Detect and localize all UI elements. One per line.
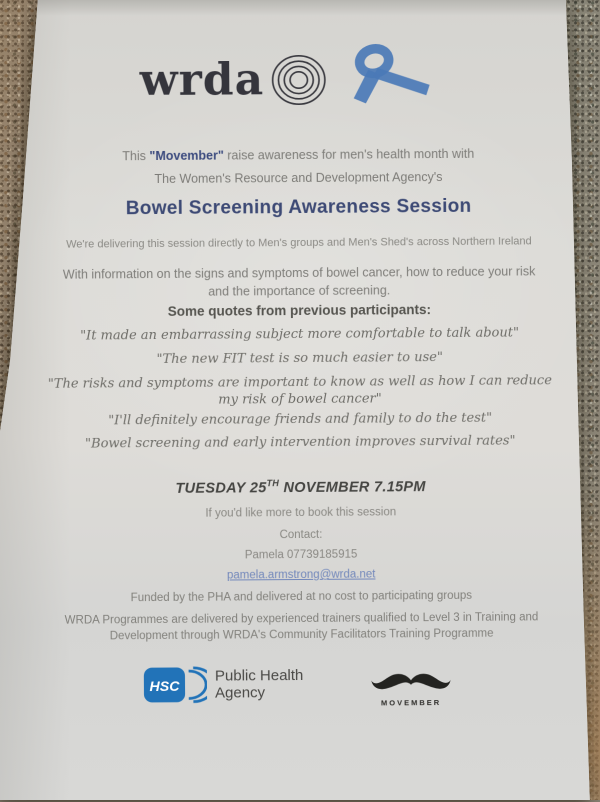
intro-line-2: The Women's Resource and Development Agency's	[154, 170, 443, 187]
intro-line-1	[0, 146, 598, 164]
hsc-icon	[143, 663, 207, 707]
session-date	[1, 476, 600, 498]
movember-logo	[368, 671, 454, 708]
date-pre: TUESDAY 25	[175, 480, 267, 497]
hsc-public-health-agency-logo	[143, 662, 304, 707]
contact-label: Contact:	[279, 528, 323, 542]
movember-highlight: "Movember"	[149, 148, 224, 164]
funding-line: Funded by the PHA and delivered at no cost to participating groups	[130, 589, 473, 605]
programmes-line-1: WRDA Programmes are delivered by experienced trainers qualified to Level 3 in Training and	[64, 611, 539, 627]
participant-quote: "I'll definitely encourage friends and family to do the test"	[108, 410, 493, 429]
booking-line: If you'd like more to book this session	[205, 506, 397, 520]
contact-name-phone: Pamela 07739185915	[244, 548, 358, 562]
hsc-agency-name	[215, 667, 304, 702]
participant-quote	[0, 372, 600, 410]
participant-quote-text: "The risks and symptoms are important to know as well as how I can reduce my risk of bowel cancer"	[47, 373, 552, 408]
contact-email-link[interactable]: pamela.armstrong@wrda.net	[226, 568, 376, 582]
wrda-logo	[140, 52, 329, 109]
wrda-concentric-circles-icon	[270, 52, 328, 108]
contact-email-line	[1, 567, 600, 583]
quotes-heading: Some quotes from previous participants:	[167, 302, 432, 319]
participant-quote: "The new FIT test is so much easier to use"	[156, 350, 443, 368]
date-ordinal: TH	[266, 478, 280, 489]
info-line-2: and the importance of screening.	[208, 283, 391, 299]
blue-awareness-ribbon-icon	[339, 41, 435, 114]
mustache-icon	[370, 671, 452, 693]
delivery-line: We're delivering this session directly to Men's groups and Men's Shed's across Northern Ireland	[66, 235, 532, 251]
info-line-1: With information on the signs and symptoms of bowel cancer, how to reduce your risk	[62, 264, 536, 282]
wrda-wordmark: wrda	[139, 54, 265, 107]
svg-text:HSC: HSC	[149, 678, 180, 696]
date-post: NOVEMBER 7.15PM	[279, 478, 426, 496]
hsc-name-line-2: Agency	[214, 684, 266, 702]
participant-quote: "Bowel screening and early intervention improves survival rates"	[85, 433, 516, 452]
programmes-line-2: Development through WRDA's Community Facilitators Training Programme	[109, 627, 494, 643]
movember-wordmark: MOVEMBER	[380, 698, 442, 708]
page-title: Bowel Screening Awareness Session	[125, 195, 472, 220]
intro-post: raise awareness for men's health month with	[223, 146, 475, 163]
participant-quote: "It made an embarrassing subject more comfortable to talk about"	[80, 325, 520, 344]
intro-pre: This	[122, 149, 150, 164]
hsc-name-line-1: Public Health	[214, 666, 304, 685]
